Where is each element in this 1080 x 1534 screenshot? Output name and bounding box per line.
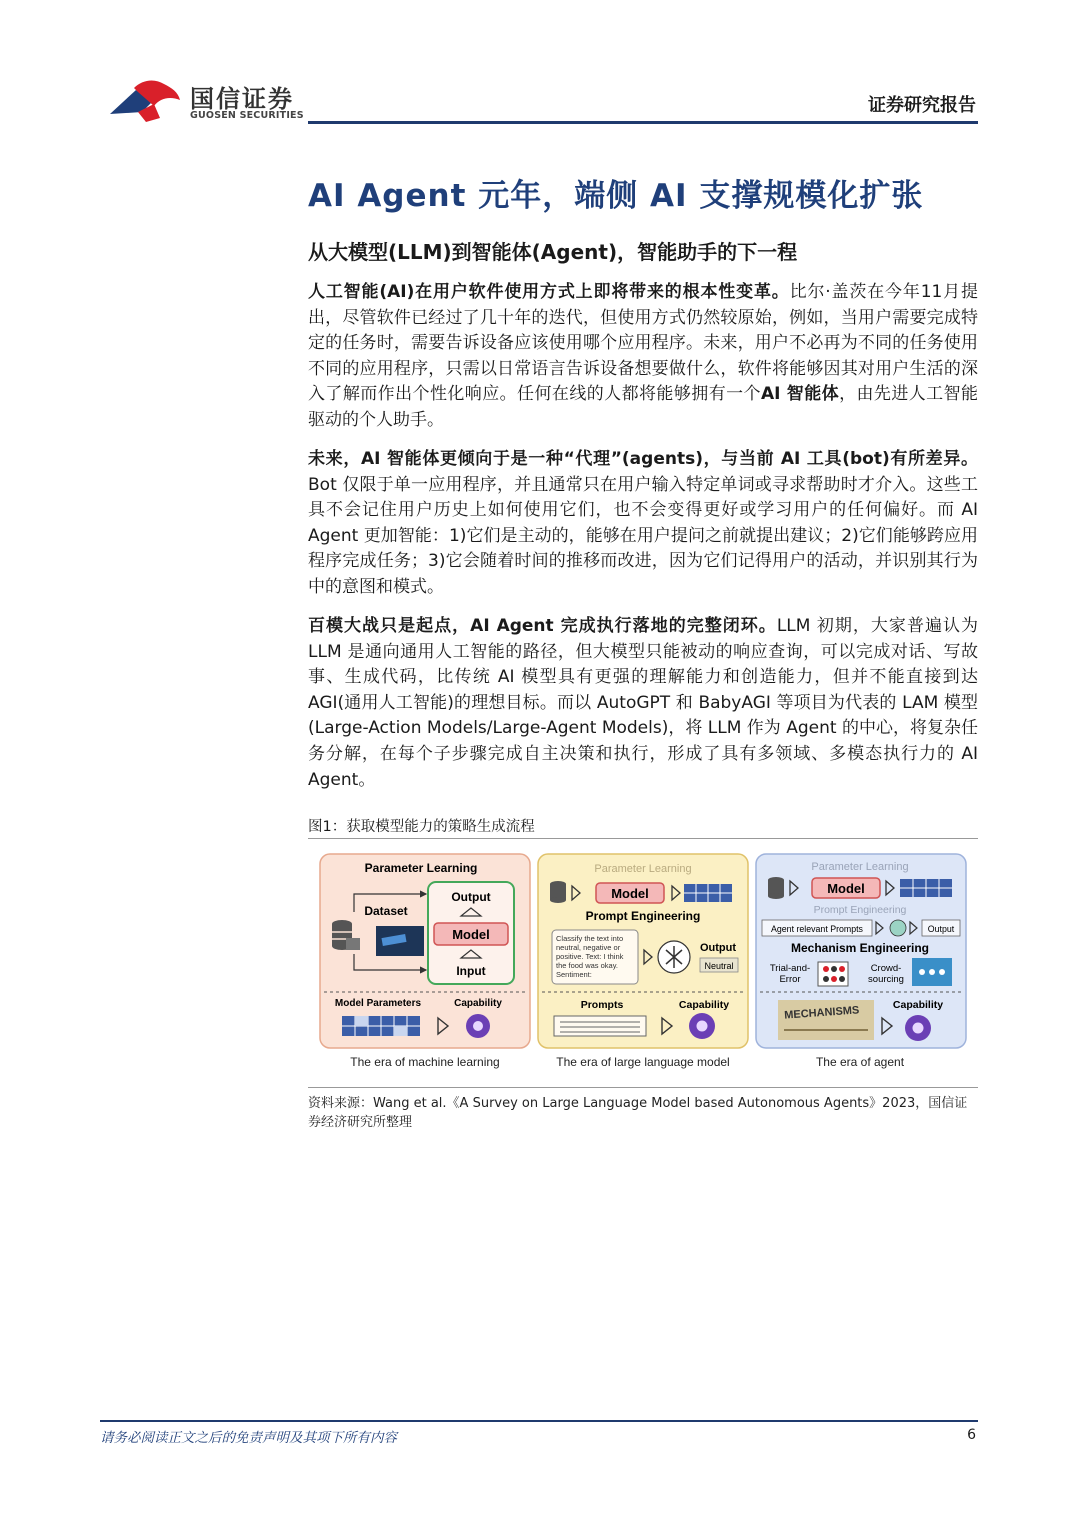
brand-name-en: GUOSEN SECURITIES (190, 110, 304, 121)
paragraph-3-lead: 百模大战只是起点，AI Agent 完成执行落地的完整闭环。 (308, 616, 777, 636)
figure-caption: 图1：获取模型能力的策略生成流程 (308, 819, 535, 835)
prompt-line-1: Classify the text into (556, 934, 624, 943)
database-icon (768, 877, 784, 899)
panel1-input-label: Input (456, 964, 486, 978)
panel3-model-label: Model (827, 881, 865, 896)
database-icon (550, 881, 566, 903)
footer-disclaimer: 请务必阅读正文之后的免责声明及其项下所有内容 (100, 1430, 397, 1446)
paragraph-1-body-a: 比尔·盖茨在今年11月提出，尽管软件已经过了几十年的迭代，但使用方式仍然较原始，例如，当用户需要完成特定的任务时，需要告诉设备应该使用哪个应用程序。未来，用户不必再为不同的任务使用不同的应用程序，只需以日常语言告诉设备想要做什么，软件将能够因其对用户生活的深入了解而作出个性化响应。任何在线的人都将能够拥有一个 (308, 282, 978, 405)
crowdsourcing-icon (912, 958, 952, 986)
panel2-faded-title: Parameter Learning (594, 863, 692, 875)
panel3-mechanisms-label: MECHANISMS (783, 1004, 860, 1022)
prompt-line-4: the food was okay. (556, 961, 618, 970)
prompt-box-icon (554, 1016, 646, 1036)
panel2-neutral-label: Neutral (704, 961, 734, 971)
panel1-output-label: Output (451, 890, 491, 904)
chart-icon (346, 938, 360, 950)
panel1-model-parameters-label: Model Parameters (334, 998, 422, 1009)
parameter-grid-icon (684, 884, 732, 902)
paragraph-3 (308, 614, 978, 793)
panel2-era-label: The era of large language model (556, 1055, 730, 1069)
panel3-era-label: The era of agent (815, 1055, 905, 1069)
panel2-model-label: Model (611, 886, 649, 901)
prompt-line-2: neutral, negative or (556, 943, 621, 952)
panel3-capability-label: Capability (892, 999, 944, 1011)
panel3-crowd-line-1: Crowd- (870, 963, 902, 974)
page-title: AI Agent 元年，端侧 AI 支撑规模化扩张 (308, 178, 924, 214)
report-type: 证券研究报告 (868, 95, 976, 116)
panel2-prompts-label: Prompts (580, 999, 624, 1011)
paragraph-2 (308, 447, 978, 601)
figure-top-rule (308, 838, 978, 839)
panel1-era-label: The era of machine learning (350, 1055, 500, 1069)
parameter-grid-icon (900, 879, 952, 897)
panel2-output-label: Output (699, 942, 737, 954)
panel-machine-learning (320, 854, 530, 1069)
panel2-section-label: Prompt Engineering (585, 909, 701, 923)
page-number: 6 (967, 1427, 976, 1443)
panel3-section-label: Mechanism Engineering (790, 941, 930, 955)
guosen-logo-icon (108, 78, 182, 124)
panel2-capability-label: Capability (678, 999, 730, 1011)
panel3-trial-line-2: Error (779, 974, 801, 985)
panel1-capability-label: Capability (454, 998, 502, 1009)
panel-agent (756, 854, 966, 1069)
panel1-dataset-label: Dataset (364, 904, 408, 918)
panel3-faded-section: Prompt Engineering (813, 904, 907, 916)
paragraph-2-lead: 未来，AI 智能体更倾向于是一种“代理”(agents)，与当前 AI 工具(bot)有所差异。 (308, 449, 978, 469)
paragraph-1-emphasis: AI 智能体 (760, 384, 840, 405)
trial-and-error-icon (818, 962, 848, 986)
section-subtitle: 从大模型(LLM)到智能体(Agent)，智能助手的下一程 (308, 240, 798, 264)
prompt-line-5: Sentiment: (556, 970, 592, 979)
paragraph-1-lead: 人工智能(AI)在用户软件使用方式上即将带来的根本性变革。 (308, 282, 790, 302)
panel3-faded-title: Parameter Learning (811, 861, 909, 873)
panel3-output-label: Output (927, 924, 955, 934)
brand-name-cn: 国信证券 (190, 85, 294, 113)
panel-large-language-model (538, 854, 748, 1069)
paragraph-2-body: Bot 仅限于单一应用程序，并且通常只在用户输入特定单词或寻求帮助时才介入。这些工具不会记住用户历史上如何使用它们，也不会变得更好或学习用户的任何偏好。而 AI Agent 更加智能：1)它们是主动的，能够在用户提问之前就提出建议；2)它们能够跨应用程序完成任务；3)它会随着时间的推移而改进，因为它们记得用户的活动，并识别其行为中的意图和模式。 (308, 474, 978, 597)
prompt-line-3: positive. Text: I think (556, 952, 624, 961)
panel3-crowd-line-2: sourcing (868, 974, 904, 985)
panel1-title: Parameter Learning (364, 861, 478, 875)
panel3-trial-line-1: Trial-and- (769, 963, 811, 974)
llm-icon (890, 920, 906, 936)
paragraph-3-body: LLM 初期，大家普遍认为 LLM 是通向通用人工智能的路径，但大模型只能被动的响应查询，可以完成对话、写故事、生成代码，比传统 AI 模型具有更强的理解能力和创造能力，但并不能直接到达 AGI(通用人工智能)的理想目标。而以 AutoGPT 和 BabyAGI 等项目为代表的 LAM 模型(Large-Action Models/Large-Agent Models)，将 LLM 作为 Agent 的中心，将复杂任务分解，在每个子步骤完成自主决策和执行，形成了具有多领域、多模态执行力的 AI Agent。 (308, 616, 979, 790)
panel3-prompts-box: Agent relevant Prompts (771, 924, 863, 934)
paragraph-1-body-b: ，由先进人工智能驱动的个人助手。 (308, 384, 979, 430)
header-divider (308, 121, 978, 124)
footer-divider (100, 1420, 978, 1422)
figure-source: 资料来源：Wang et al.《A Survey on Large Language Model based Autonomous Agents》2023，国信证券经济研究所整理 (308, 1096, 968, 1130)
paragraph-1 (308, 280, 978, 434)
figure-diagram (316, 850, 972, 1080)
parameter-grid-icon (342, 1016, 420, 1036)
panel1-model-label: Model (452, 927, 490, 942)
figure-bottom-rule (308, 1087, 978, 1088)
